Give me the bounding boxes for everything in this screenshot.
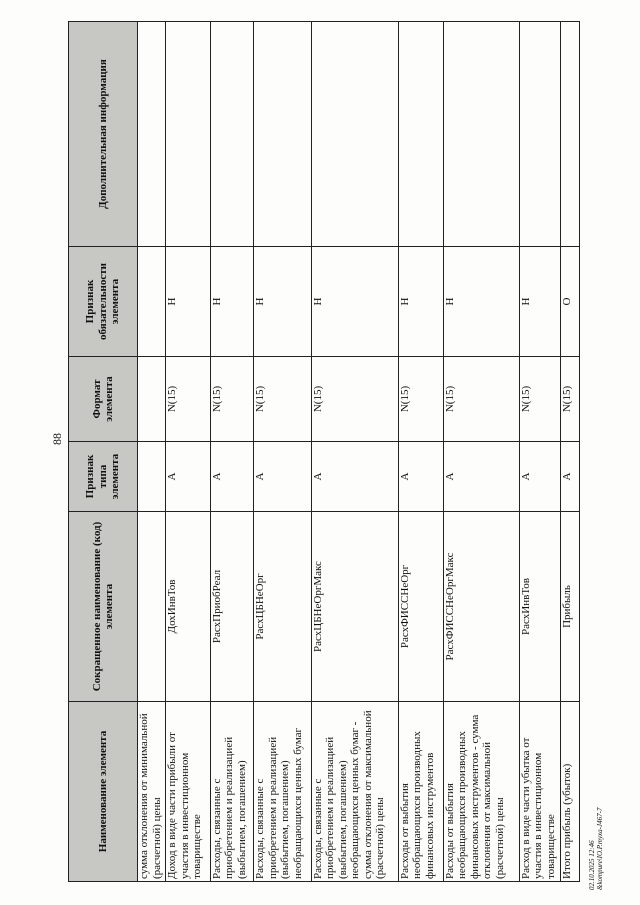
cell-format: N(15) (519, 357, 561, 442)
cell-name: Расход в виде части убытка от участия в инвестиционном товариществе (519, 702, 561, 882)
table-header-row (69, 22, 138, 882)
table-row (561, 22, 580, 882)
cell-type: А (166, 442, 211, 512)
cell-code: РасхФИССНеОрг (398, 512, 443, 702)
table-row (443, 22, 519, 882)
cell-required: Н (398, 247, 443, 357)
cell-type: А (398, 442, 443, 512)
cell-type: А (561, 442, 580, 512)
table-row (519, 22, 561, 882)
header-element-format: Формат элемента (69, 357, 138, 442)
cell-info (138, 22, 166, 247)
cell-info (519, 22, 561, 247)
cell-code: Прибыль (561, 512, 580, 702)
cell-format: N(15) (398, 357, 443, 442)
header-element-code: Сокращенное наименование (код) элемента (69, 512, 138, 702)
cell-type (138, 442, 166, 512)
cell-name: Итого прибыль (убыток) (561, 702, 580, 882)
table-row (210, 22, 253, 882)
table-row (398, 22, 443, 882)
cell-required: О (561, 247, 580, 357)
cell-type: А (443, 442, 519, 512)
cell-type: А (519, 442, 561, 512)
cell-required: Н (210, 247, 253, 357)
cell-info (166, 22, 211, 247)
cell-format: N(15) (443, 357, 519, 442)
footer-date: 02.10.2025 12:46 (588, 840, 596, 890)
header-element-name: Наименование элемента (69, 702, 138, 882)
table-row (138, 22, 166, 882)
cell-code (138, 512, 166, 702)
cell-info (398, 22, 443, 247)
cell-format: N(15) (210, 357, 253, 442)
cell-format (138, 357, 166, 442)
footer-stamp (588, 808, 604, 890)
cell-code: РасхФИССНеОргМакс (443, 512, 519, 702)
cell-info (254, 22, 312, 247)
cell-required: Н (254, 247, 312, 357)
cell-format: N(15) (561, 357, 580, 442)
cell-type: А (210, 442, 253, 512)
cell-name: Расходы, связанные с приобретением и реализацией (выбытием, погашением) необращающихся ценных бумаг (254, 702, 312, 882)
cell-name: Расходы, связанные с приобретением и реализацией (выбытием, погашением) (210, 702, 253, 882)
table-row (166, 22, 211, 882)
cell-code: РасхИнвТов (519, 512, 561, 702)
cell-name: сумма отклонения от минимальной (расчетной) цены (138, 702, 166, 882)
cell-code: РасхЦБНеОрг (254, 512, 312, 702)
cell-required: Н (311, 247, 398, 357)
cell-name: Расходы от выбытия необращающихся производных финансовых инструментов - сумма отклонения от максимальной (расчетной) цены (443, 702, 519, 882)
cell-required: Н (519, 247, 561, 357)
cell-format: N(15) (254, 357, 312, 442)
cell-type: А (254, 442, 312, 512)
cell-required: Н (443, 247, 519, 357)
cell-required: Н (166, 247, 211, 357)
footer-signature: &kompure\IO.P.myxa-J467-7 (596, 807, 604, 890)
header-element-required: Признак обязательности элемента (69, 247, 138, 357)
cell-code: РасхПриобРеал (210, 512, 253, 702)
cell-type: А (311, 442, 398, 512)
header-additional-info: Дополнительная информация (69, 22, 138, 247)
cell-info (311, 22, 398, 247)
cell-name: Расходы от выбытия необращающихся производных финансовых инструментов (398, 702, 443, 882)
cell-code: ДохИнвТов (166, 512, 211, 702)
cell-format: N(15) (311, 357, 398, 442)
cell-info (443, 22, 519, 247)
elements-table (68, 21, 580, 882)
cell-code: РасхЦБНеОргМакс (311, 512, 398, 702)
cell-format: N(15) (166, 357, 211, 442)
header-element-type: Признак типа элемента (69, 442, 138, 512)
cell-name: Расходы, связанные с приобретением и реализацией (выбытием, погашением) необращающихся ценных бумаг - сумма отклонения от максимальной (расчетной) цены (311, 702, 398, 882)
cell-required (138, 247, 166, 357)
page-number: 88 (50, 433, 64, 445)
cell-info (210, 22, 253, 247)
cell-name: Доход в виде части прибыли от участия в инвестиционном товариществе (166, 702, 211, 882)
cell-info (561, 22, 580, 247)
table-row (254, 22, 312, 882)
table-row (311, 22, 398, 882)
rotated-table-wrapper (68, 22, 580, 882)
